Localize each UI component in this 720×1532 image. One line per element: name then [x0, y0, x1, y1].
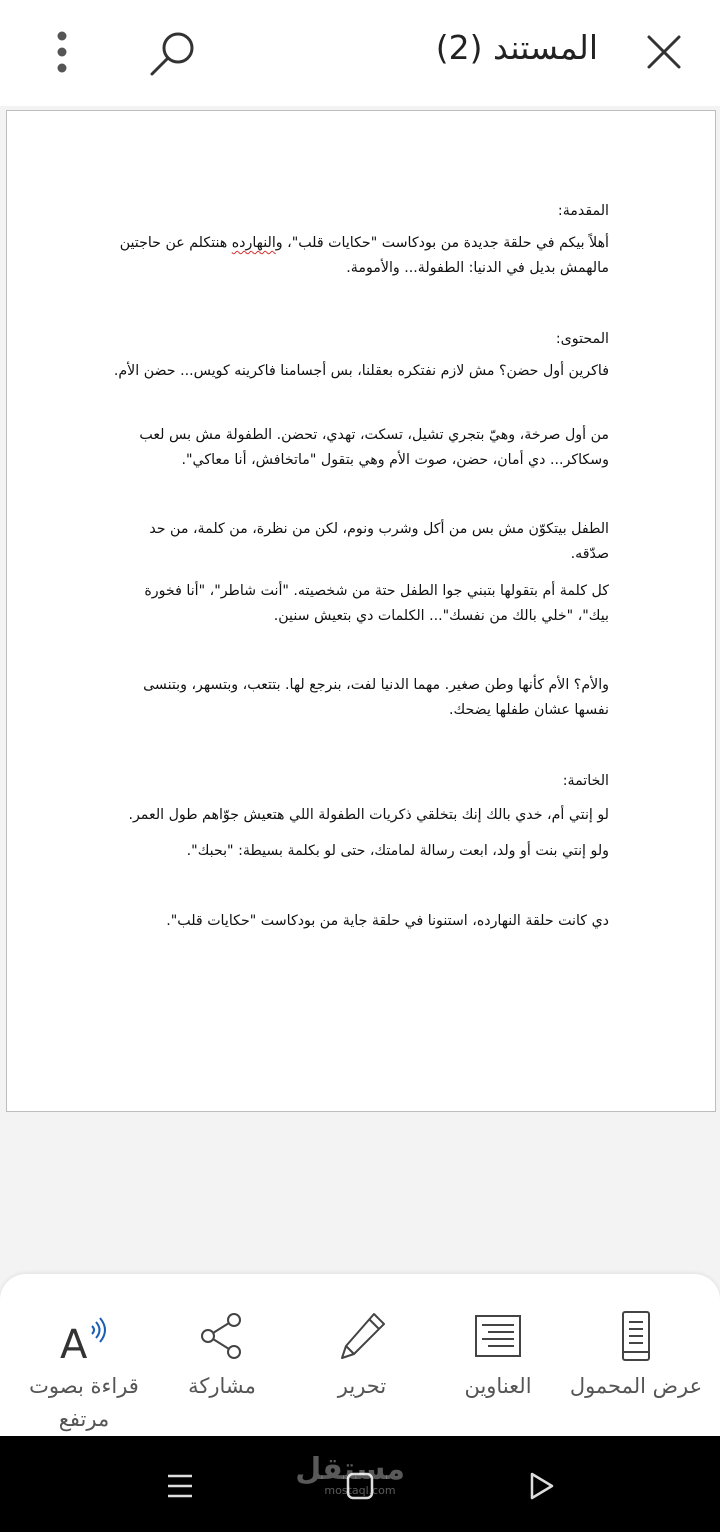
back-icon[interactable]	[520, 1466, 560, 1506]
recent-apps-icon[interactable]	[160, 1466, 200, 1506]
content-paragraph-3: الطفل بيتكوّن مش بس من أكل وشرب ونوم، لكن من نظرة، من كلمة، من حد صدّقه.	[149, 521, 609, 562]
document-viewport[interactable]	[0, 106, 720, 1274]
conclusion-paragraph-1: لو إنتي أم، خدي بالك إنك بتخلقي ذكريات الطفولة اللي هتعيش جوّاهم طول العمر.	[128, 807, 609, 823]
spelling-error-mark[interactable]: النهارده	[231, 235, 276, 251]
share-button[interactable]	[152, 1274, 292, 1436]
read-aloud-icon	[56, 1308, 112, 1364]
edit-label: تحرير	[337, 1374, 387, 1398]
headings-label: العناوين	[464, 1374, 532, 1398]
top-app-bar	[0, 0, 720, 106]
edit-button[interactable]	[292, 1274, 432, 1436]
content-paragraph-1: فاكرين أول حضن؟ مش لازم نفتكره بعقلنا، بس أجسامنا فاكرينه كويس... حضن الأم.	[113, 363, 609, 379]
pencil-icon	[334, 1308, 390, 1364]
read-aloud-button[interactable]	[14, 1274, 154, 1436]
mobile-view-button[interactable]	[566, 1274, 706, 1436]
intro-heading: المقدمة:	[557, 203, 609, 219]
system-navigation-bar	[0, 1436, 720, 1532]
more-vertical-icon[interactable]	[46, 30, 78, 78]
content-heading: المحتوى:	[555, 331, 609, 347]
document-title: المستند (2)	[435, 28, 598, 67]
outro-paragraph: دي كانت حلقة النهارده، استنونا في حلقة جاية من بودكاست "حكايات قلب".	[166, 913, 609, 929]
read-aloud-label: قراءة بصوت مرتفع	[29, 1374, 139, 1431]
share-label: مشاركة	[188, 1374, 256, 1398]
intro-paragraph: أهلاً بيكم في حلقة جديدة من بودكاست "حكايات قلب"، والنهارده هنتكلم عن حاجتين مالهمش بديل في الدنيا: الطفولة... والأمومة.	[119, 235, 609, 276]
watermark-logo: مستقل mostaql.com	[295, 1452, 405, 1497]
document-page[interactable]	[6, 110, 716, 1112]
bottom-toolbar	[0, 1274, 720, 1436]
close-icon[interactable]	[644, 32, 684, 72]
headings-icon	[470, 1308, 526, 1364]
conclusion-paragraph-2: ولو إنتي بنت أو ولد، ابعت رسالة لمامتك، حتى لو بكلمة بسيطة: "بحبك".	[186, 843, 609, 859]
search-icon[interactable]	[148, 28, 200, 80]
content-paragraph-2: من أول صرخة، وهيّ بتجري تشيل، تسكت، تهدي، تحضن. الطفولة مش بس لعب وسكاكر... دي أمان، حضن، صوت الأم وهي بتقول "ماتخافش، أنا معاكي".	[139, 427, 609, 468]
headings-button[interactable]	[428, 1274, 568, 1436]
mobile-view-icon	[608, 1308, 664, 1364]
conclusion-heading: الخاتمة:	[562, 773, 609, 789]
svg-text:A: A	[60, 1322, 88, 1364]
content-paragraph-4: كل كلمة أم بتقولها بتبني جوا الطفل حتة من شخصيته. "أنت شاطر"، "أنا فخورة بيك"، "خلي بالك من نفسك"... الكلمات دي بتعيش سنين.	[144, 583, 609, 624]
content-paragraph-5: والأم؟ الأم كأنها وطن صغير. مهما الدنيا لفت، بنرجع لها. بتتعب، وبتسهر، وبتنسى نفسها عشان طفلها يضحك.	[143, 677, 609, 718]
mobile-view-label: عرض المحمول	[569, 1374, 703, 1398]
share-icon	[194, 1308, 250, 1364]
